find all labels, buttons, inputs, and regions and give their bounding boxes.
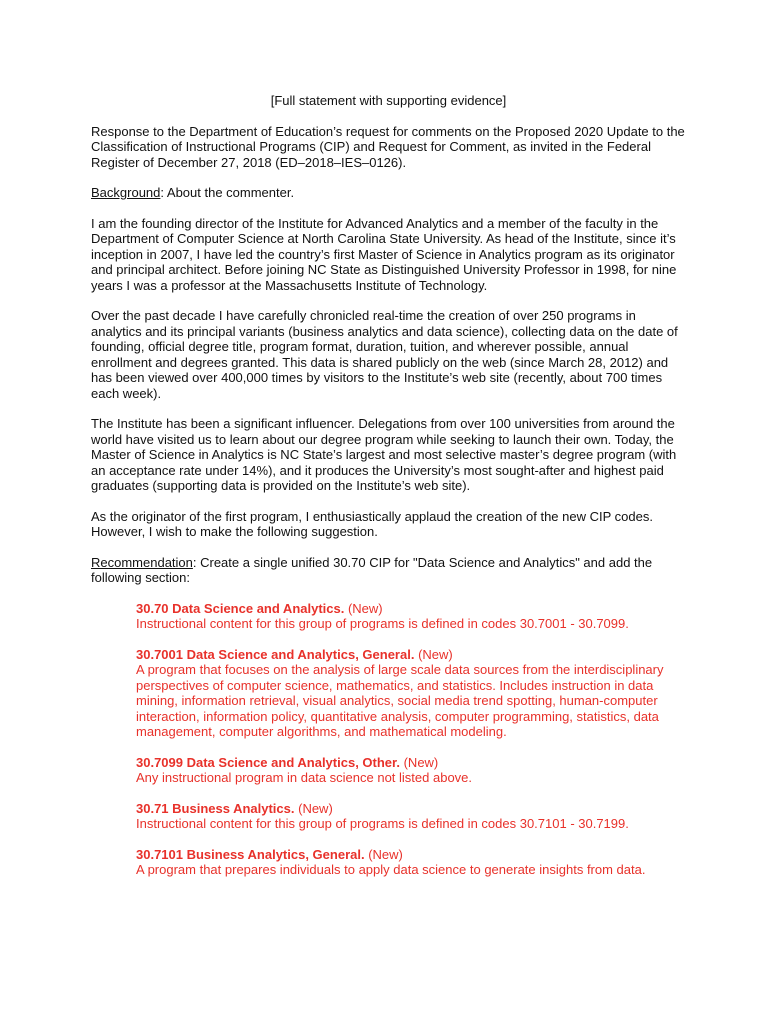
cip-entry-30-7001 (136, 647, 686, 740)
cip-entry-30-71 (136, 801, 686, 832)
cip-description: A program that focuses on the analysis of large scale data sources from the interdisciplinary perspectives of computer science, mathematics, and statistics. Includes instruction in data mining, information retrieval, visual analytics, social media trend spotting, human-computer interaction, information policy, quantitative analysis, computer programming, statistics, data management, computer algorithms, and mathematical modeling. (136, 662, 664, 739)
body-paragraph-3: The Institute has been a significant influencer. Delegations from over 100 universities from around the world have visited us to learn about our degree program while seeking to launch their own. Today, the Master of Science in Analytics is NC State’s largest and most selective master’s degree program (with an acceptance rate under 14%), and it produces the University’s most sought-after and highest paid graduates (supporting data is provided on the Institute’s web site). (91, 416, 677, 493)
cip-description: A program that prepares individuals to apply data science to generate insights from data. (136, 862, 646, 877)
cip-description: Instructional content for this group of programs is defined in codes 30.7101 - 30.7199. (136, 816, 629, 831)
recommendation-text: : Create a single unified 30.70 CIP for "Data Science and Analytics" and add the following section: (91, 554, 653, 585)
cip-entry-30-7099 (136, 755, 686, 786)
body-paragraph-2: Over the past decade I have carefully chronicled real-time the creation of over 250 programs in analytics and its principal variants (business analytics and data science), collecting data on the date of founding, official degree title, program format, duration, tuition, and wherever possible, annual enrollment and degrees granted. This data is shared publicly on the web (since March 28, 2012) and has been viewed over 400,000 times by visitors to the Institute’s web site (recently, about 700 times each week). (91, 308, 678, 401)
cip-title: 30.7099 Data Science and Analytics, Other. (136, 754, 400, 770)
cip-new-tag: (New) (364, 846, 403, 862)
cip-entry-30-70 (136, 601, 686, 632)
cip-title: 30.7101 Business Analytics, General. (136, 846, 365, 862)
cip-new-tag: (New) (399, 754, 439, 770)
cip-new-tag: (New) (414, 646, 453, 662)
cip-description: Instructional content for this group of programs is defined in codes 30.7001 - 30.7099. (136, 616, 629, 631)
statement-heading: [Full statement with supporting evidence] (270, 93, 507, 108)
cip-entry-30-7101 (136, 847, 686, 878)
cip-title: 30.71 Business Analytics. (136, 800, 295, 816)
background-label: Background (91, 185, 161, 200)
intro-paragraph: Response to the Department of Education’s request for comments on the Proposed 2020 Update to the Classification of Instructional Programs (CIP) and Request for Comment, as invited in the Federal Register of December 27, 2018 (ED–2018–IES–0126). (91, 123, 685, 170)
background-paragraph (91, 185, 686, 201)
body-paragraph-1: I am the founding director of the Institute for Advanced Analytics and a member of the faculty in the Department of Computer Science at North Carolina State University. As head of the Institute, since it’s inception in 2007, I have led the country’s first Master of Science in Analytics program as its originator and principal architect. Before joining NC State as Distinguished University Professor in 1998, for nine years I was a professor at the Massachusetts Institute of Technology. (91, 215, 677, 293)
cip-new-tag: (New) (294, 800, 333, 816)
recommendation-paragraph (91, 555, 686, 586)
recommendation-label: Recommendation (91, 554, 193, 570)
background-text: : About the commenter. (160, 185, 295, 200)
cip-title: 30.70 Data Science and Analytics. (136, 600, 345, 616)
document-body (91, 93, 686, 893)
cip-section (136, 601, 686, 878)
cip-title: 30.7001 Data Science and Analytics, General. (136, 646, 415, 662)
cip-description: Any instructional program in data science not listed above. (136, 770, 473, 785)
cip-new-tag: (New) (344, 600, 383, 616)
body-paragraph-4: As the originator of the first program, I enthusiastically applaud the creation of the new CIP codes. However, I wish to make the following suggestion. (91, 508, 653, 539)
